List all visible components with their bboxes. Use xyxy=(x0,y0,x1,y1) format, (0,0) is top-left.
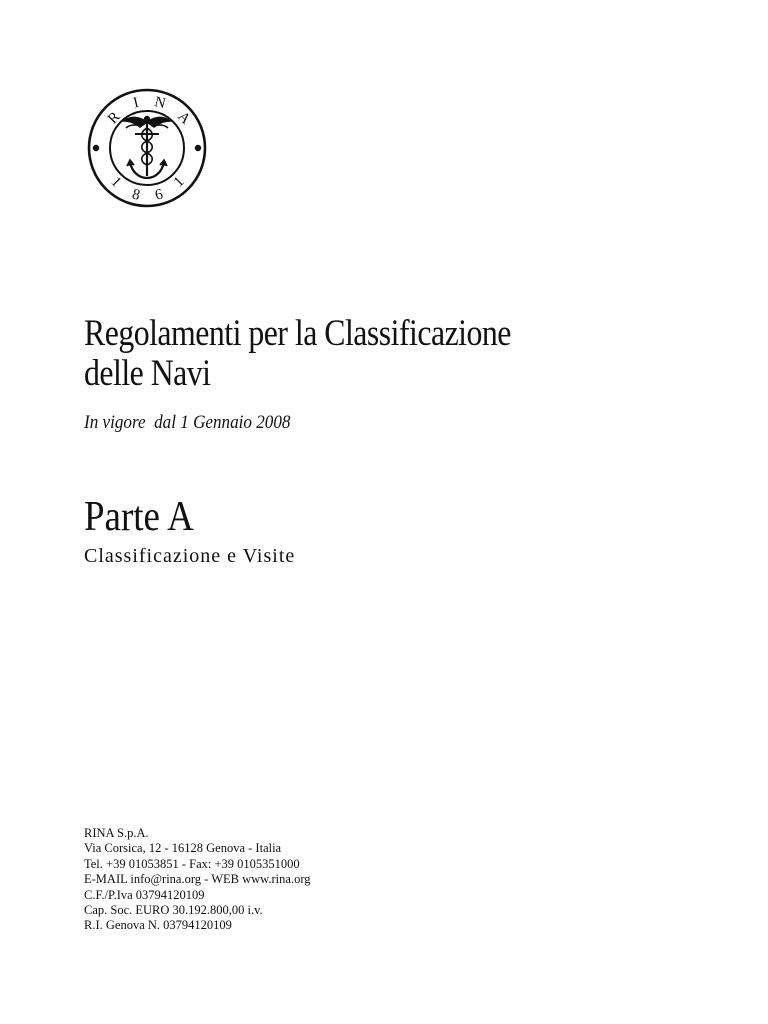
seal-digit: 6 xyxy=(153,186,165,204)
seal-letter: R xyxy=(104,108,124,128)
company-info xyxy=(84,826,311,934)
company-phone-fax: Tel. +39 01053851 - Fax: +39 0105351000 xyxy=(84,856,300,871)
seal-digit: 8 xyxy=(130,186,142,204)
document-title xyxy=(84,314,511,394)
title-line: delle Navi xyxy=(84,353,211,394)
seal-digit: 1 xyxy=(170,173,188,191)
title-line: Regolamenti per la Classificazione xyxy=(84,313,511,354)
part-description: Classificazione e Visite xyxy=(84,545,296,567)
effective-date: In vigore dal 1 Gennaio 2008 xyxy=(84,412,291,433)
seal-letter: A xyxy=(174,108,194,128)
company-capital: Cap. Soc. EURO 30.192.800,00 i.v. xyxy=(84,903,263,918)
caduceus-anchor-icon xyxy=(124,117,170,178)
seal-letter: I xyxy=(131,94,141,112)
part-title: Parte A xyxy=(84,494,194,540)
company-name: RINA S.p.A. xyxy=(84,826,149,840)
company-tax-id: C.F./P.Iva 03794120109 xyxy=(84,887,205,902)
rina-seal-logo xyxy=(80,88,214,208)
seal-digit: 1 xyxy=(107,173,125,191)
company-registry: R.I. Genova N. 03794120109 xyxy=(84,918,232,933)
company-email-web: E-MAIL info@rina.org - WEB www.rina.org xyxy=(84,872,311,887)
seal-letter: N xyxy=(152,94,168,113)
company-address: Via Corsica, 12 - 16128 Genova - Italia xyxy=(84,841,282,856)
